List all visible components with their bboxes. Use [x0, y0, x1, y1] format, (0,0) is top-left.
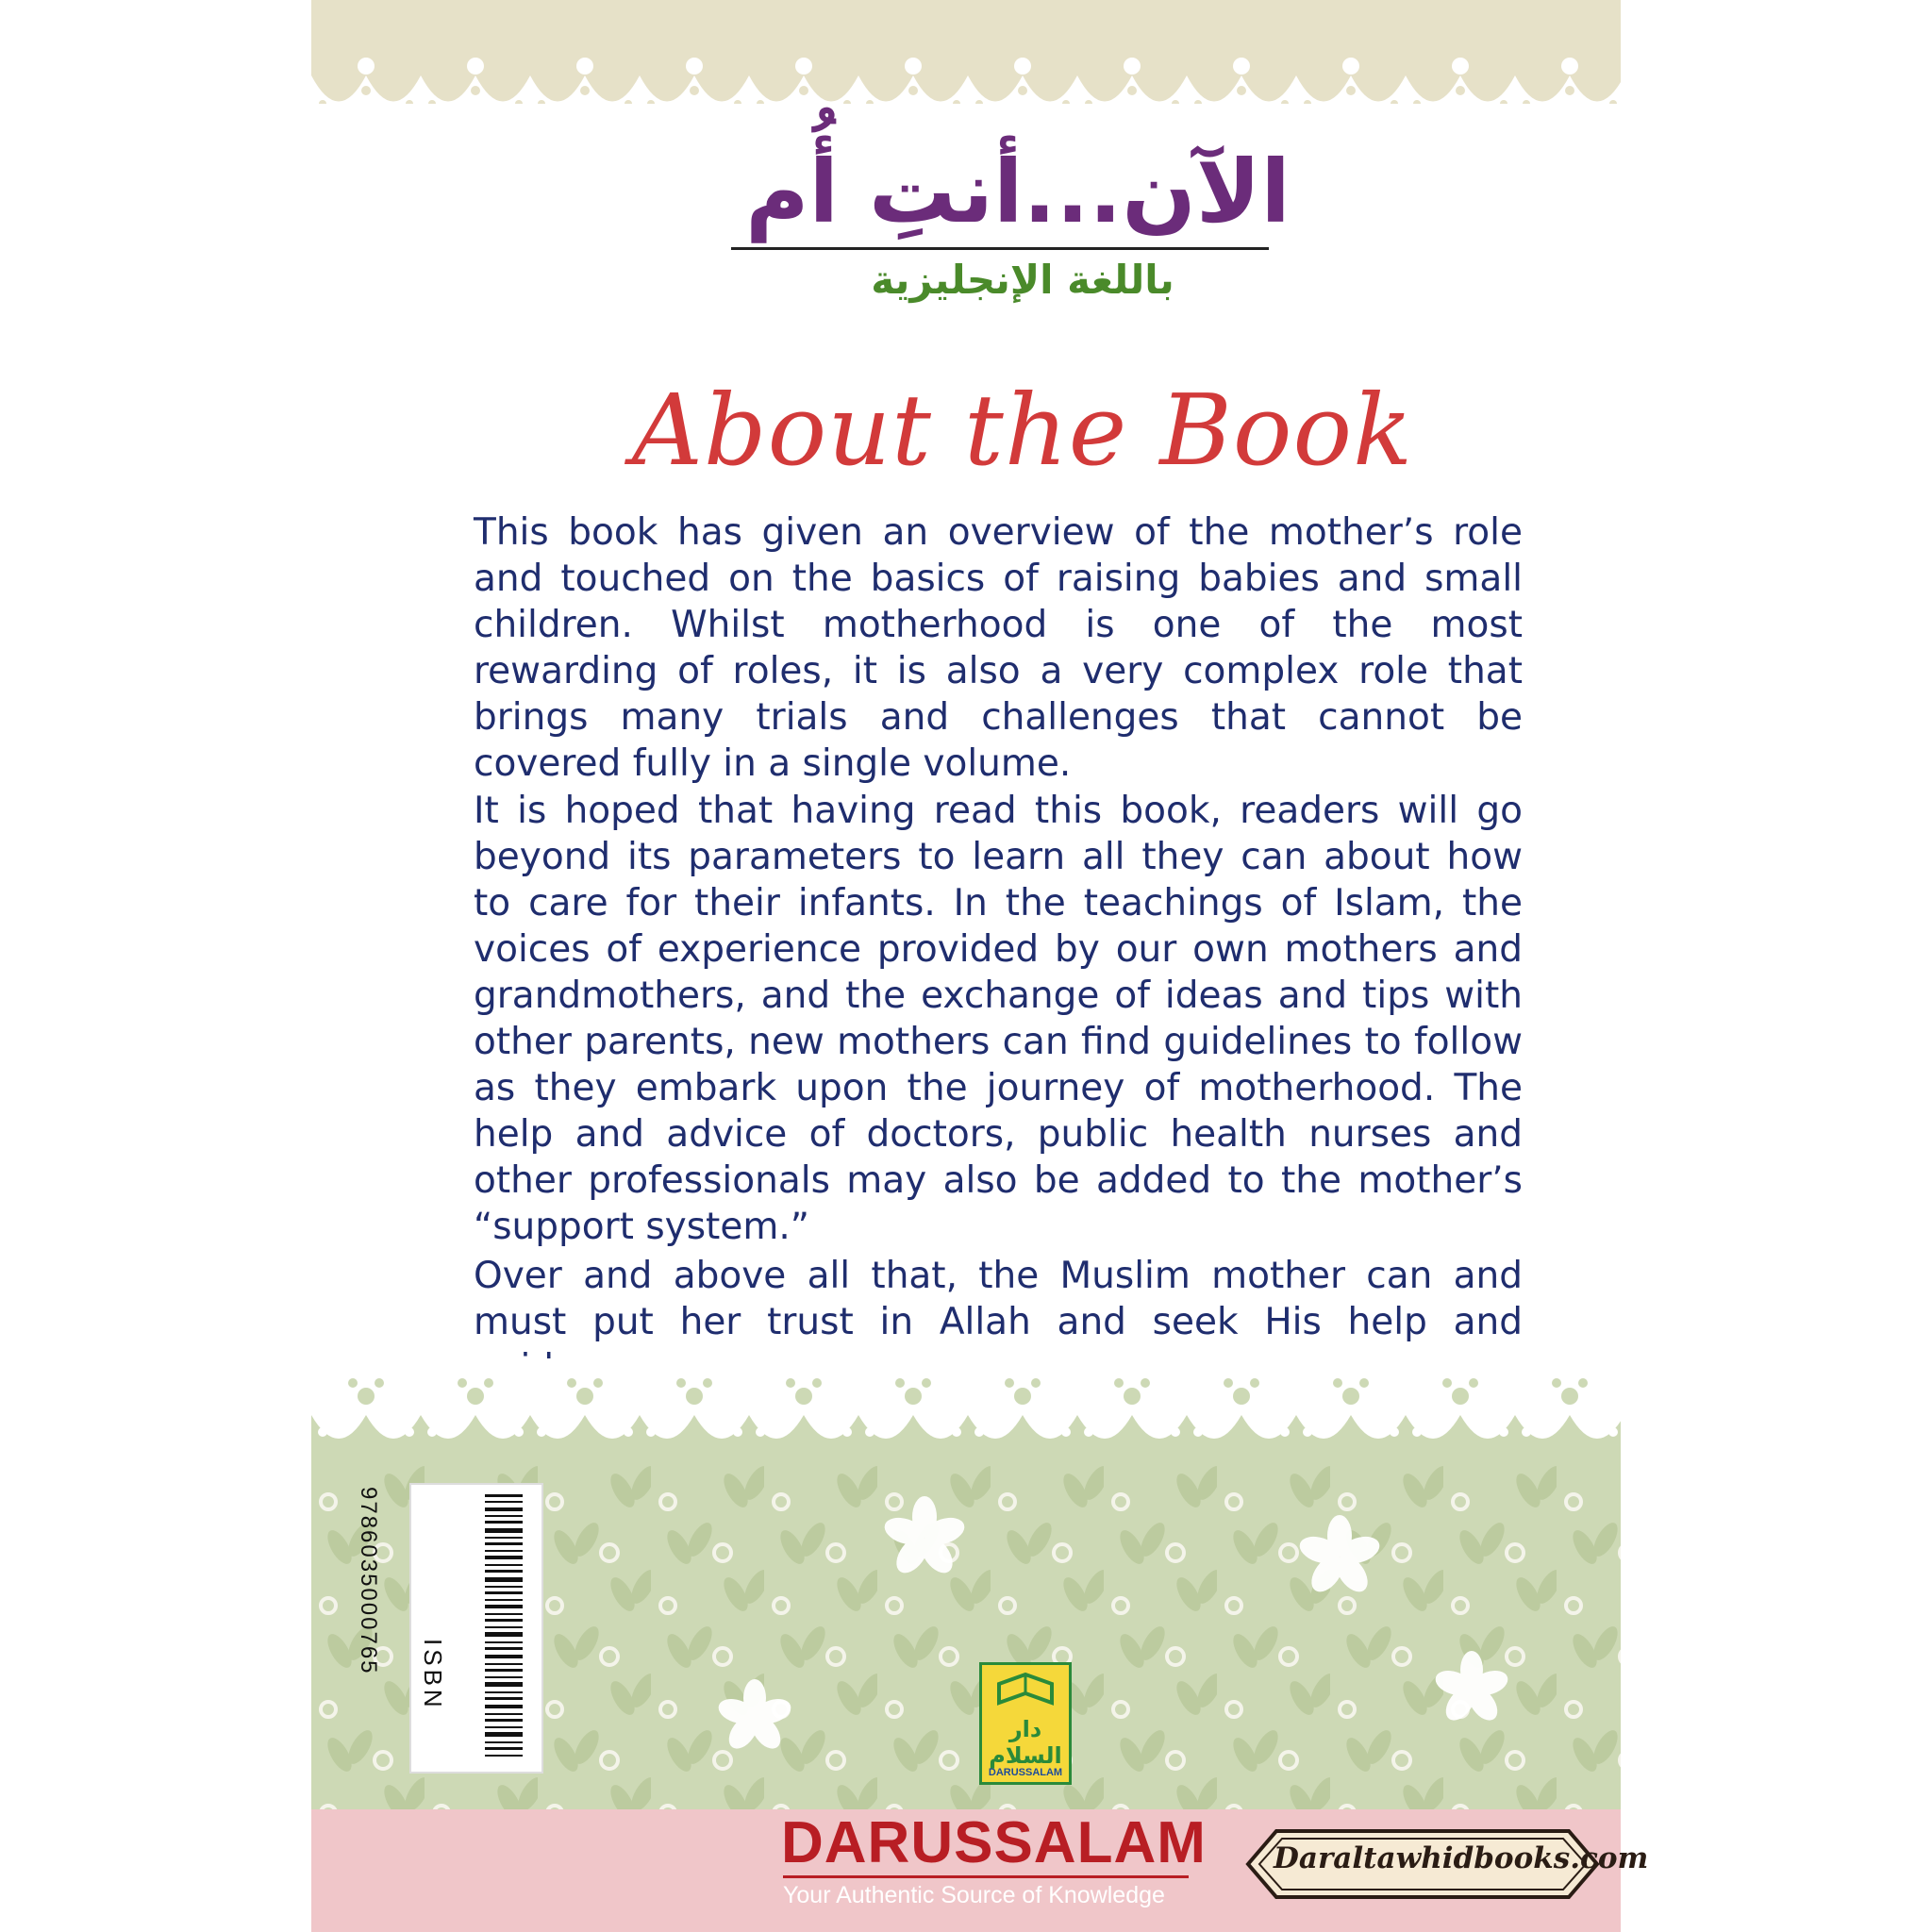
paragraph-2: It is hoped that having read this book, readers will go beyond its parameters to learn all they can about how to care for their infants. In the teachings of Islam, the voices of experience provided by our own mothers and grandmothers, and the exchange of ideas and tips with other parents, new mothers can find guidelines to follow as they embark upon the journey of motherhood. The help and advice of doctors, public health nurses and other professionals may also be added to the mother’s “support system.” [474, 790, 1523, 1248]
about-heading: About the Book [631, 373, 1414, 488]
emblem-arabic-text: دار السلام [989, 1716, 1062, 1769]
emblem-name: DARUSSALAM [988, 1767, 1063, 1778]
paragraph-3: Over and above all that, the Muslim mother can and must put her trust in Allah and seek His help and [474, 1255, 1523, 1343]
arabic-title: الآن...أنتِ أُم [745, 142, 1291, 242]
publisher-divider [783, 1875, 1189, 1878]
book-back-cover [311, 0, 1621, 1932]
isbn-number: 9786035000765 [356, 1487, 381, 1675]
arabic-subtitle: باللغة الإنجليزية [871, 257, 1174, 303]
isbn-label: ISBN [419, 1639, 447, 1711]
book-icon [982, 1665, 1069, 1716]
title-divider [731, 247, 1269, 250]
lace-border-bottom [311, 1358, 1621, 1462]
publisher-name: DARUSSALAM [781, 1810, 1207, 1875]
barcode-bars [411, 1485, 541, 1772]
publisher-tagline: Your Authentic Source of Knowledge [783, 1882, 1165, 1908]
watermark-text: Daraltawhidbooks.com [1274, 1841, 1649, 1875]
publisher-emblem [979, 1662, 1072, 1785]
barcode [409, 1483, 543, 1774]
paragraph-1: This book has given an overview of the mother’s role and touched on the basics of raising babies and small children. Whilst motherhood is one of the most rewarding of roles, it is also a very complex role that brings many trials and challenges that cannot be covered fully in a single volume. [474, 511, 1523, 785]
